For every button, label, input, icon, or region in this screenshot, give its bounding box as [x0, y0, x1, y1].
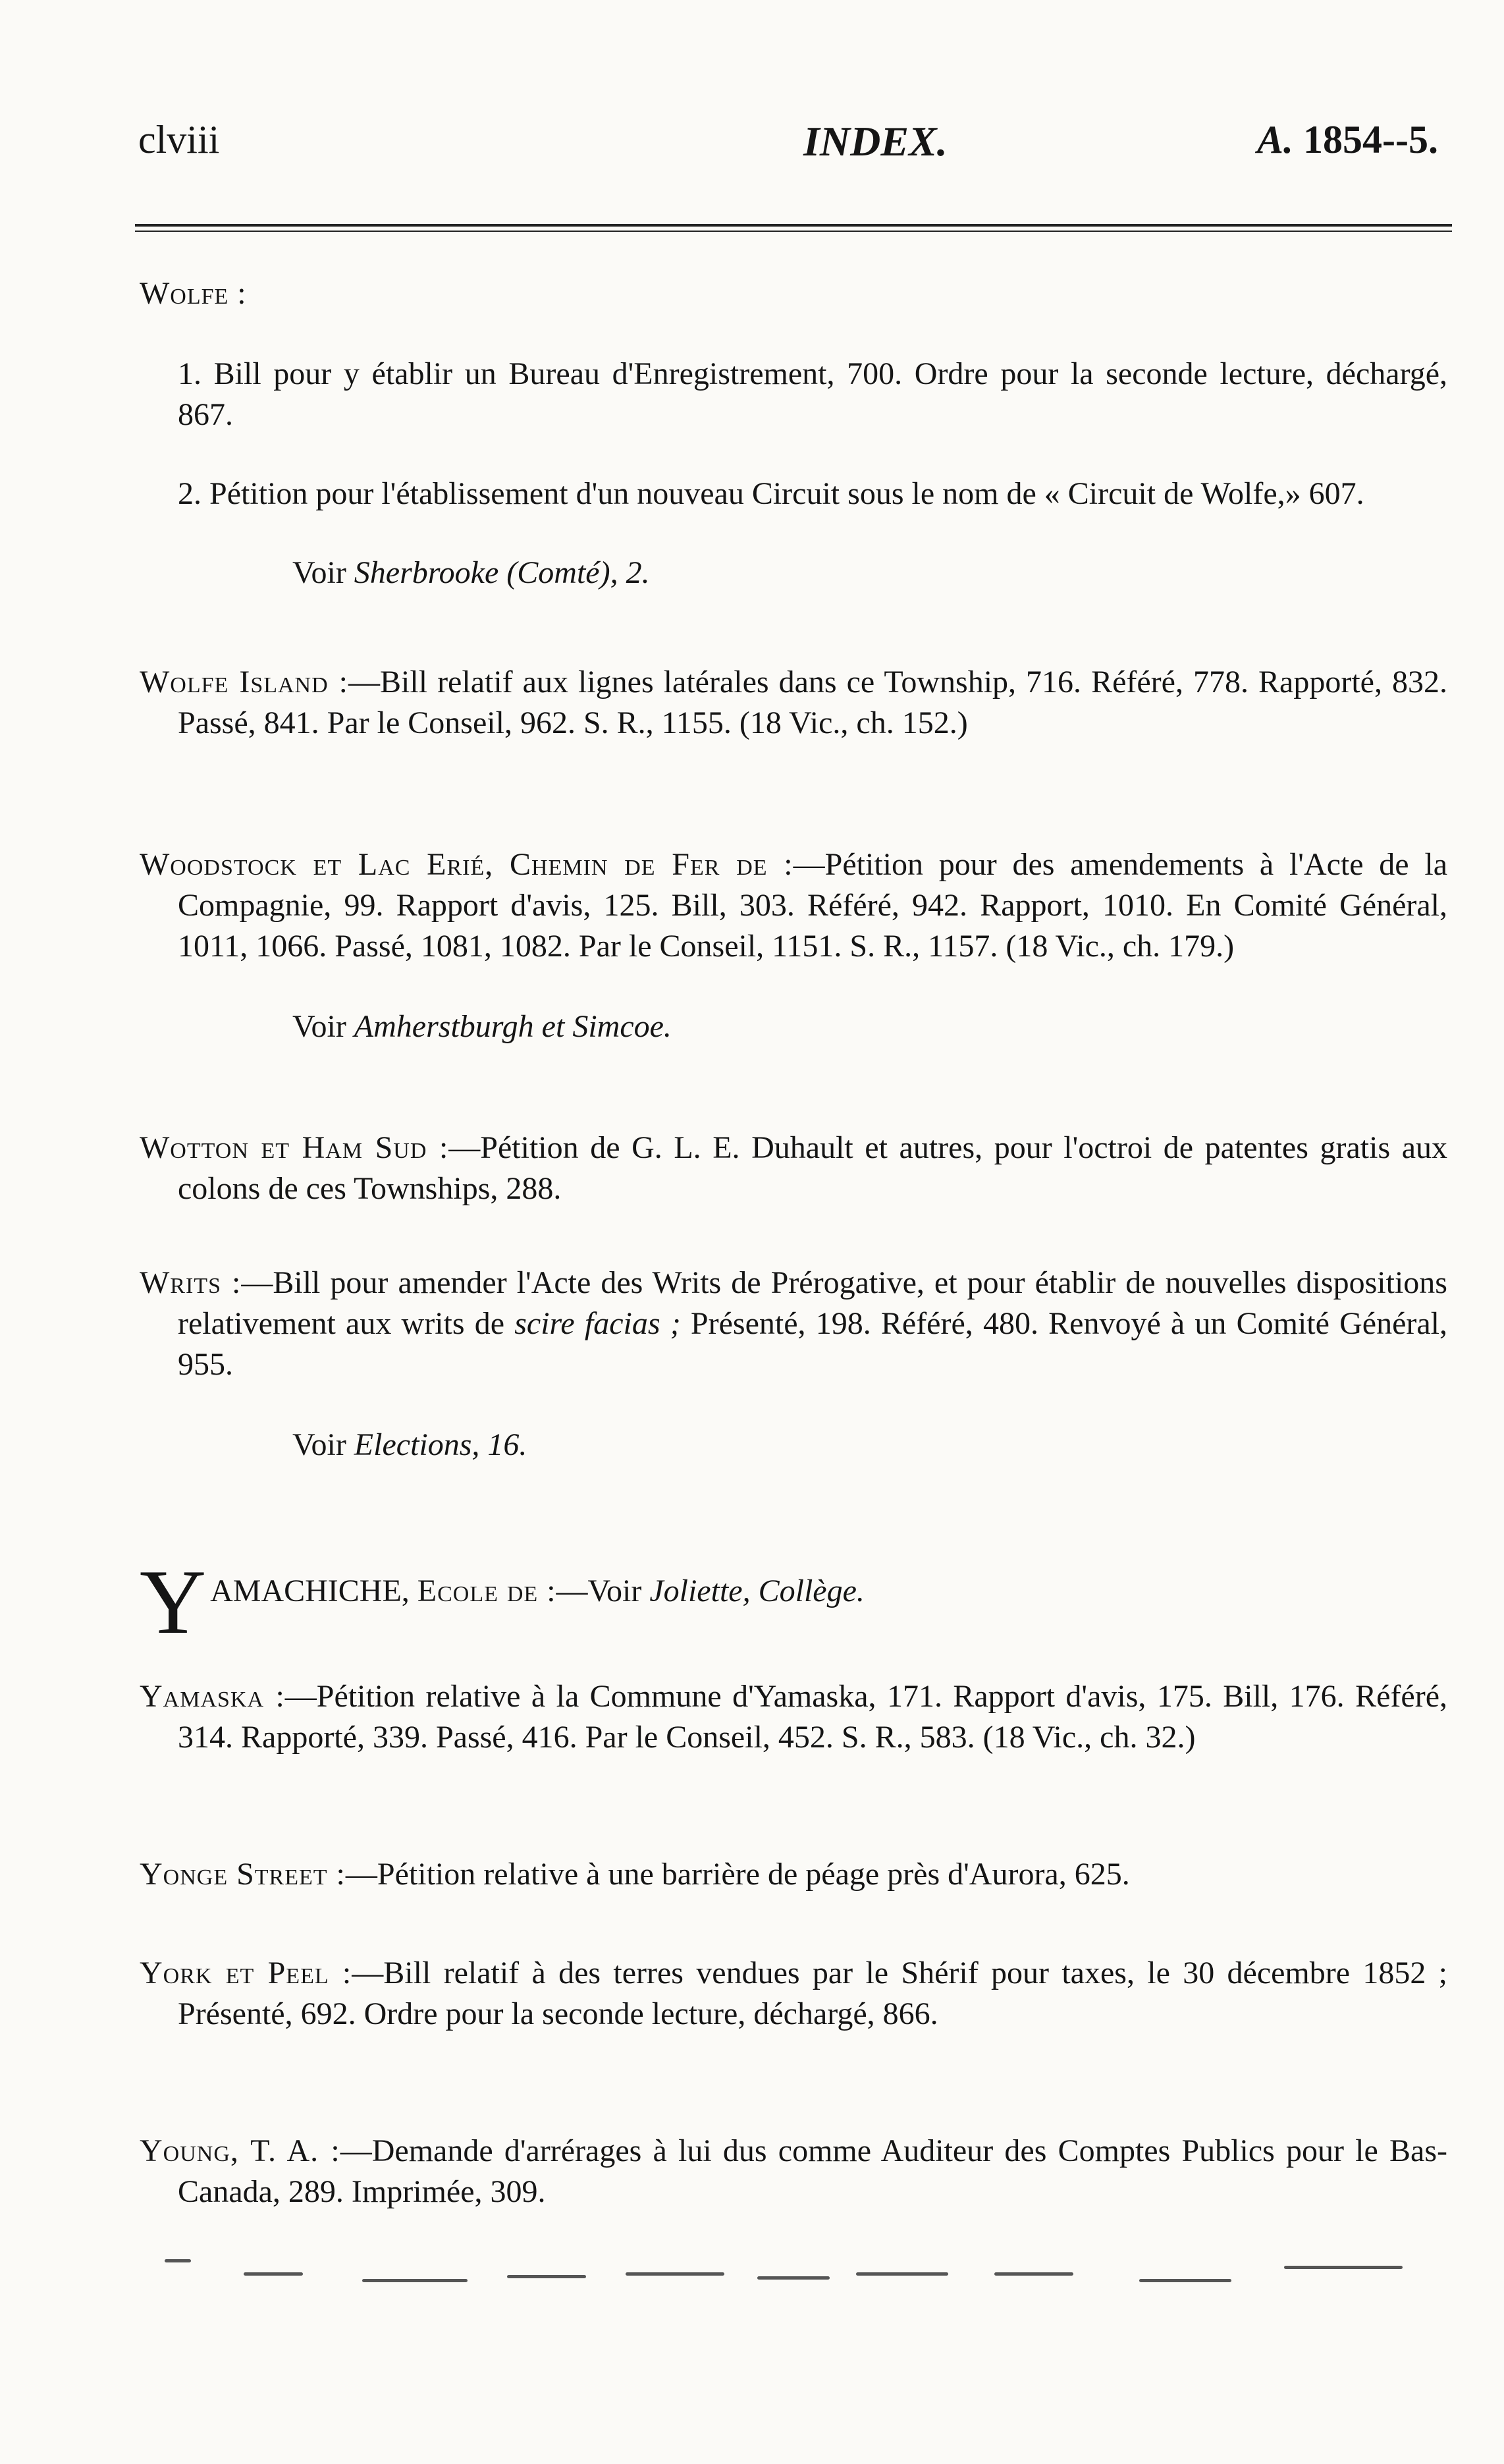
see-word: Voir	[292, 1009, 346, 1044]
page-title: INDEX.	[803, 118, 948, 165]
see-also	[140, 1425, 1447, 1465]
year-value: 1854--5.	[1303, 118, 1438, 161]
entry-heading: York et Peel :	[140, 1956, 352, 1990]
entry-text: —Pétition de G. L. E. Duhault et autres, pour l'octroi de patentes gratis aux colons de ces Townships, 288.	[178, 1130, 1447, 1206]
entry-text: —Bill relatif aux lignes latérales dans ce Township, 716. Référé, 778. Rapporté, 832. Passé, 841. Par le Conseil, 962. S. R., 1155. (18 Vic., ch. 152.)	[178, 665, 1447, 740]
entry-yamaska	[140, 1676, 1447, 1758]
entry-heading: Yamaska :	[140, 1679, 285, 1714]
entry-text: —Demande d'arrérages à lui dus comme Auditeur des Comptes Publics pour le Bas-Canada, 289. Imprimée, 309.	[178, 2133, 1448, 2209]
see-word: Voir	[292, 1427, 346, 1462]
header-rule-thick	[135, 224, 1452, 227]
session-year	[1257, 117, 1438, 163]
entry-heading: Wotton et Ham Sud :	[140, 1130, 449, 1165]
see-target: Elections, 16.	[354, 1427, 527, 1462]
entry-wolfe	[140, 273, 1447, 593]
see-also	[140, 1006, 1447, 1047]
entry-heading: Woodstock et Lac Erié, Chemin de Fer de :	[140, 847, 793, 882]
see-also	[140, 553, 1447, 593]
header-rule-thin	[135, 231, 1452, 232]
page-number: clviii	[138, 118, 220, 161]
bleed-through-marks	[165, 2253, 1468, 2292]
entry-text: —Bill relatif à des terres vendues par le Shérif pour taxes, le 30 décembre 1852 ; Présenté, 692. Ordre pour la seconde lecture, déchargé, 866.	[178, 1956, 1447, 2031]
entry-heading: Wolfe Island :	[140, 665, 349, 699]
entry-writs	[140, 1263, 1447, 1465]
see-target: Amherstburgh et Simcoe.	[354, 1009, 672, 1044]
entry-heading: Wolfe :	[140, 276, 247, 311]
entry-heading: Writs :	[140, 1265, 242, 1300]
see-word: Voir	[292, 555, 346, 590]
entry-yamachiche	[140, 1551, 1447, 1653]
entry-wolfe-island	[140, 662, 1447, 744]
entry-text-b: Présenté, 198. Référé, 480. Renvoyé à un Comité Général, 955.	[178, 1306, 1447, 1382]
entry-yonge-street	[140, 1854, 1447, 1895]
entry-text-a: —Bill pour amender l'Acte des Writs de Prérogative, et pour établir de nouvelles dispositions relativement aux writs de	[178, 1265, 1447, 1341]
entry-text: —Pétition relative à une barrière de péage près d'Aurora, 625.	[345, 1857, 1130, 1892]
see-target: Sherbrooke (Comté), 2.	[354, 555, 650, 590]
entry-york-peel	[140, 1953, 1447, 2035]
entry-wolfe-item-1: 1. Bill pour y établir un Bureau d'Enregistrement, 700. Ordre pour la seconde lecture, déchargé, 867.	[178, 356, 1447, 432]
entry-text: —Voir	[556, 1574, 650, 1608]
entry-wolfe-item-2: 2. Pétition pour l'établissement d'un nouveau Circuit sous le nom de « Circuit de Wolfe,» 607.	[178, 476, 1364, 511]
entry-text-italic: scire facias ;	[514, 1306, 681, 1341]
entry-wotton	[140, 1128, 1447, 1209]
entry-heading: Young, T. A. :	[140, 2133, 340, 2168]
page-header	[138, 117, 1438, 170]
drop-cap-y: Y	[140, 1551, 207, 1653]
entry-text: —Pétition relative à la Commune d'Yamaska, 171. Rapport d'avis, 175. Bill, 176. Référé, 314. Rapporté, 339. Passé, 416. Par le Conseil, 452. S. R., 583. (18 Vic., ch. 32.)	[178, 1679, 1447, 1755]
year-prefix: A.	[1257, 118, 1294, 161]
entry-young	[140, 2131, 1447, 2212]
entry-woodstock	[140, 844, 1447, 1047]
entry-heading: AMACHICHE,	[210, 1574, 417, 1608]
entry-text: —Pétition pour des amendements à l'Acte de la Compagnie, 99. Rapport d'avis, 125. Bill, 303. Référé, 942. Rapport, 1010. En Comité Général, 1011, 1066. Passé, 1081, 1082. Par le Conseil, 1151. S. R., 1157. (18 Vic., ch. 179.)	[178, 847, 1448, 964]
see-target: Joliette, Collège.	[649, 1574, 865, 1608]
entry-heading: Yonge Street :	[140, 1857, 346, 1892]
entry-heading-sc: Ecole de :	[417, 1574, 556, 1608]
